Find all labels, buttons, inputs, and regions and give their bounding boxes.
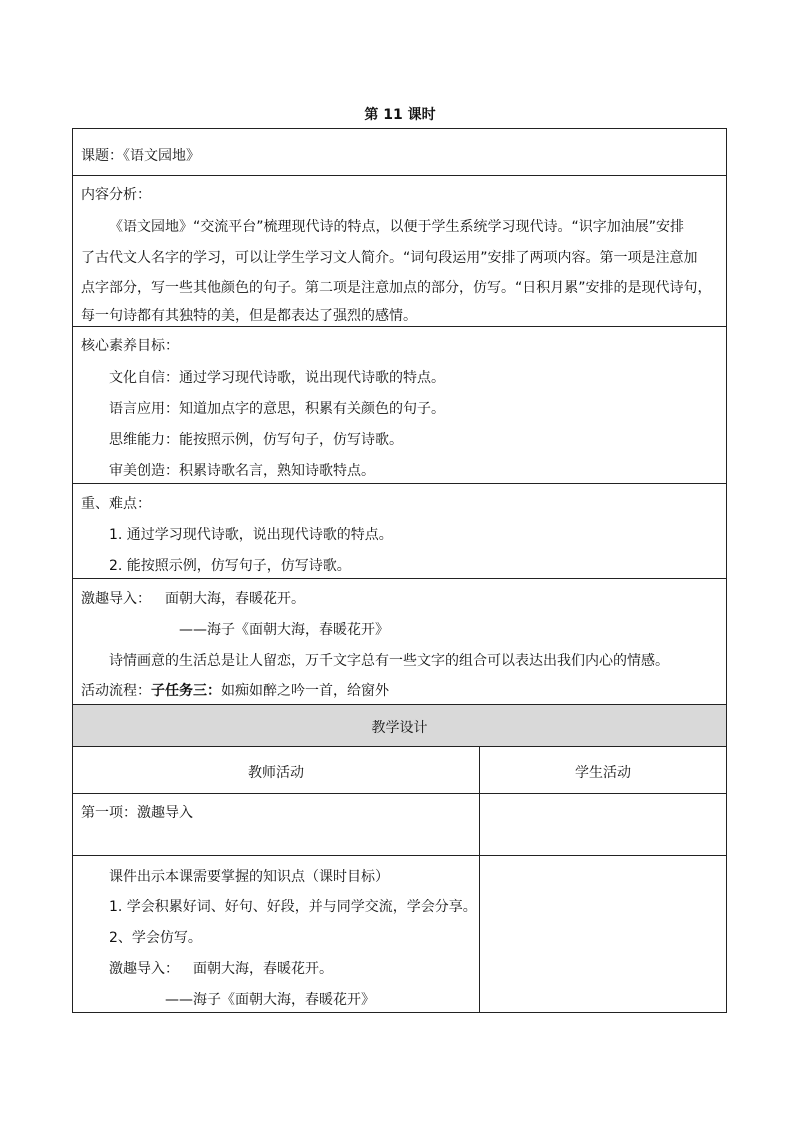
design-row-courseware — [72, 856, 727, 1013]
design-column-headers — [72, 747, 727, 794]
intro-label: 激趣导入： — [81, 591, 151, 607]
courseware-intro-label: 激趣导入： — [109, 961, 179, 977]
teacher-activity-header: 教师活动 — [248, 765, 304, 781]
analysis-line: 每一句诗都有其独特的美，但是都表达了强烈的感情。 — [81, 308, 417, 324]
flow-text: 如痴如醉之吟一首，给窗外 — [221, 683, 389, 699]
topic-text: 课题：《语文园地》 — [81, 148, 200, 164]
analysis-line: 点字部分，写一些其他颜色的句子。第二项是注意加点的部分，仿写。“日积月累”安排的是现代诗句， — [81, 280, 712, 296]
flow-task-label: 子任务三： — [151, 683, 221, 699]
courseware-line: 课件出示本课需要掌握的知识点（课时目标） — [109, 869, 389, 885]
courseware-line: 2、学会仿写。 — [109, 930, 202, 946]
goal-item: 文化自信：通过学习现代诗歌，说出现代诗歌的特点。 — [109, 370, 445, 386]
analysis-heading: 内容分析： — [81, 187, 151, 203]
courseware-source: ——海子《面朝大海，春暖花开》 — [165, 992, 375, 1008]
analysis-line: 《语文园地》“交流平台”梳理现代诗的特点，以便于学生系统学习现代诗。“识字加油展”安排 — [109, 219, 685, 235]
keypoint-item: 2. 能按照示例，仿写句子，仿写诗歌。 — [109, 558, 351, 574]
column-divider — [479, 794, 480, 855]
intro-source: ——海子《面朝大海，春暖花开》 — [179, 622, 389, 638]
column-divider — [479, 856, 480, 1012]
core-goals-section — [72, 327, 727, 484]
goal-item: 语言应用：知道加点字的意思，积累有关颜色的句子。 — [109, 401, 445, 417]
goal-item: 思维能力：能按照示例，仿写句子，仿写诗歌。 — [109, 432, 403, 448]
intro-poem: 面朝大海，春暖花开。 — [165, 591, 305, 607]
teaching-design-title: 教学设计 — [371, 720, 428, 736]
keypoints-heading: 重、难点： — [81, 496, 151, 512]
design-row-item1 — [72, 794, 727, 856]
analysis-line: 了古代文人名字的学习，可以让学生学习文人简介。“词句段运用”安排了两项内容。第一项是注意加 — [81, 250, 698, 266]
goals-heading: 核心素养目标： — [81, 338, 179, 354]
key-points-section — [72, 484, 727, 579]
teaching-design-header — [72, 705, 727, 747]
page-title: 第 11 课时 — [364, 107, 436, 123]
activity-flow — [81, 680, 389, 700]
topic-row — [72, 128, 727, 176]
courseware-line: 1. 学会积累好词、好句、好段，并与同学交流，学会分享。 — [109, 899, 477, 915]
content-analysis-section — [72, 176, 727, 327]
courseware-intro-poem: 面朝大海，春暖花开。 — [193, 961, 333, 977]
intro-text: 诗情画意的生活总是让人留恋，万千文字总有一些文字的组合可以表达出我们内心的情感。 — [109, 653, 669, 669]
flow-label: 活动流程： — [81, 683, 151, 699]
item1-title: 第一项：激趣导入 — [81, 805, 193, 821]
keypoint-item: 1. 通过学习现代诗歌，说出现代诗歌的特点。 — [109, 527, 393, 543]
goal-item: 审美创造：积累诗歌名言，熟知诗歌特点。 — [109, 463, 375, 479]
intro-section — [72, 579, 727, 705]
student-activity-header: 学生活动 — [575, 765, 631, 781]
